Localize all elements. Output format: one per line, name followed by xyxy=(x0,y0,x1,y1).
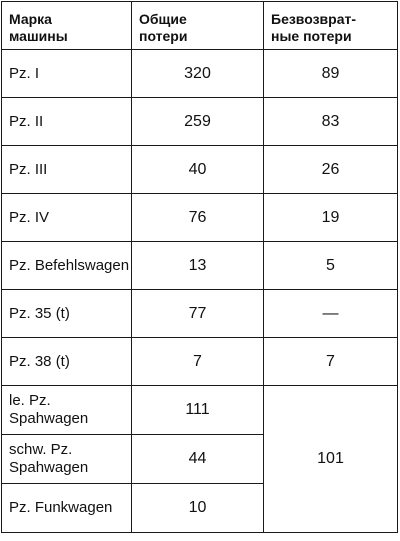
vehicle-name: Pz. II xyxy=(2,98,132,146)
table-row xyxy=(2,194,398,242)
table-row xyxy=(2,50,398,98)
header-vehicle-type-line1: Марка xyxy=(9,11,52,27)
header-row xyxy=(2,2,398,50)
vehicle-name: Pz. 38 (t) xyxy=(2,338,132,386)
total-losses-value: 40 xyxy=(132,146,264,194)
vehicle-name: Pz. III xyxy=(2,146,132,194)
irrecoverable-losses-value: 89 xyxy=(264,50,398,98)
irrecoverable-losses-value: 19 xyxy=(264,194,398,242)
irrecoverable-losses-value: 83 xyxy=(264,98,398,146)
header-total-losses xyxy=(132,2,264,50)
total-losses-value: 259 xyxy=(132,98,264,146)
total-losses-value: 7 xyxy=(132,338,264,386)
header-irrecoverable-losses-line1: Безвозврат- xyxy=(271,11,357,27)
table-row xyxy=(2,386,398,435)
header-vehicle-type-line2: машины xyxy=(9,28,68,44)
vehicle-name: Pz. 35 (t) xyxy=(2,290,132,338)
table-row xyxy=(2,242,398,290)
header-total-losses-line2: потери xyxy=(139,28,188,44)
vehicle-name: schw. Pz. Spahwagen xyxy=(2,435,132,484)
header-irrecoverable-losses xyxy=(264,2,398,50)
table-row xyxy=(2,98,398,146)
vehicle-name: le. Pz. Spahwagen xyxy=(2,386,132,435)
irrecoverable-losses-value: 26 xyxy=(264,146,398,194)
total-losses-value: 111 xyxy=(132,386,264,435)
irrecoverable-losses-value: 5 xyxy=(264,242,398,290)
irrecoverable-losses-value: — xyxy=(264,290,398,338)
vehicle-name: Pz. I xyxy=(2,50,132,98)
irrecoverable-losses-value: 7 xyxy=(264,338,398,386)
header-vehicle-type xyxy=(2,2,132,50)
total-losses-value: 44 xyxy=(132,435,264,484)
total-losses-value: 77 xyxy=(132,290,264,338)
vehicle-name: Pz. Funkwagen xyxy=(2,484,132,533)
total-losses-value: 320 xyxy=(132,50,264,98)
table-row xyxy=(2,146,398,194)
header-irrecoverable-losses-line2: ные потери xyxy=(271,28,352,44)
vehicle-name: Pz. IV xyxy=(2,194,132,242)
total-losses-value: 76 xyxy=(132,194,264,242)
table-row xyxy=(2,338,398,386)
total-losses-value: 10 xyxy=(132,484,264,533)
irrecoverable-losses-merged-value: 101 xyxy=(264,386,398,533)
table-row xyxy=(2,290,398,338)
header-total-losses-line1: Общие xyxy=(139,11,187,27)
vehicle-name: Pz. Befehlswagen xyxy=(2,242,132,290)
total-losses-value: 13 xyxy=(132,242,264,290)
losses-table xyxy=(1,1,398,533)
